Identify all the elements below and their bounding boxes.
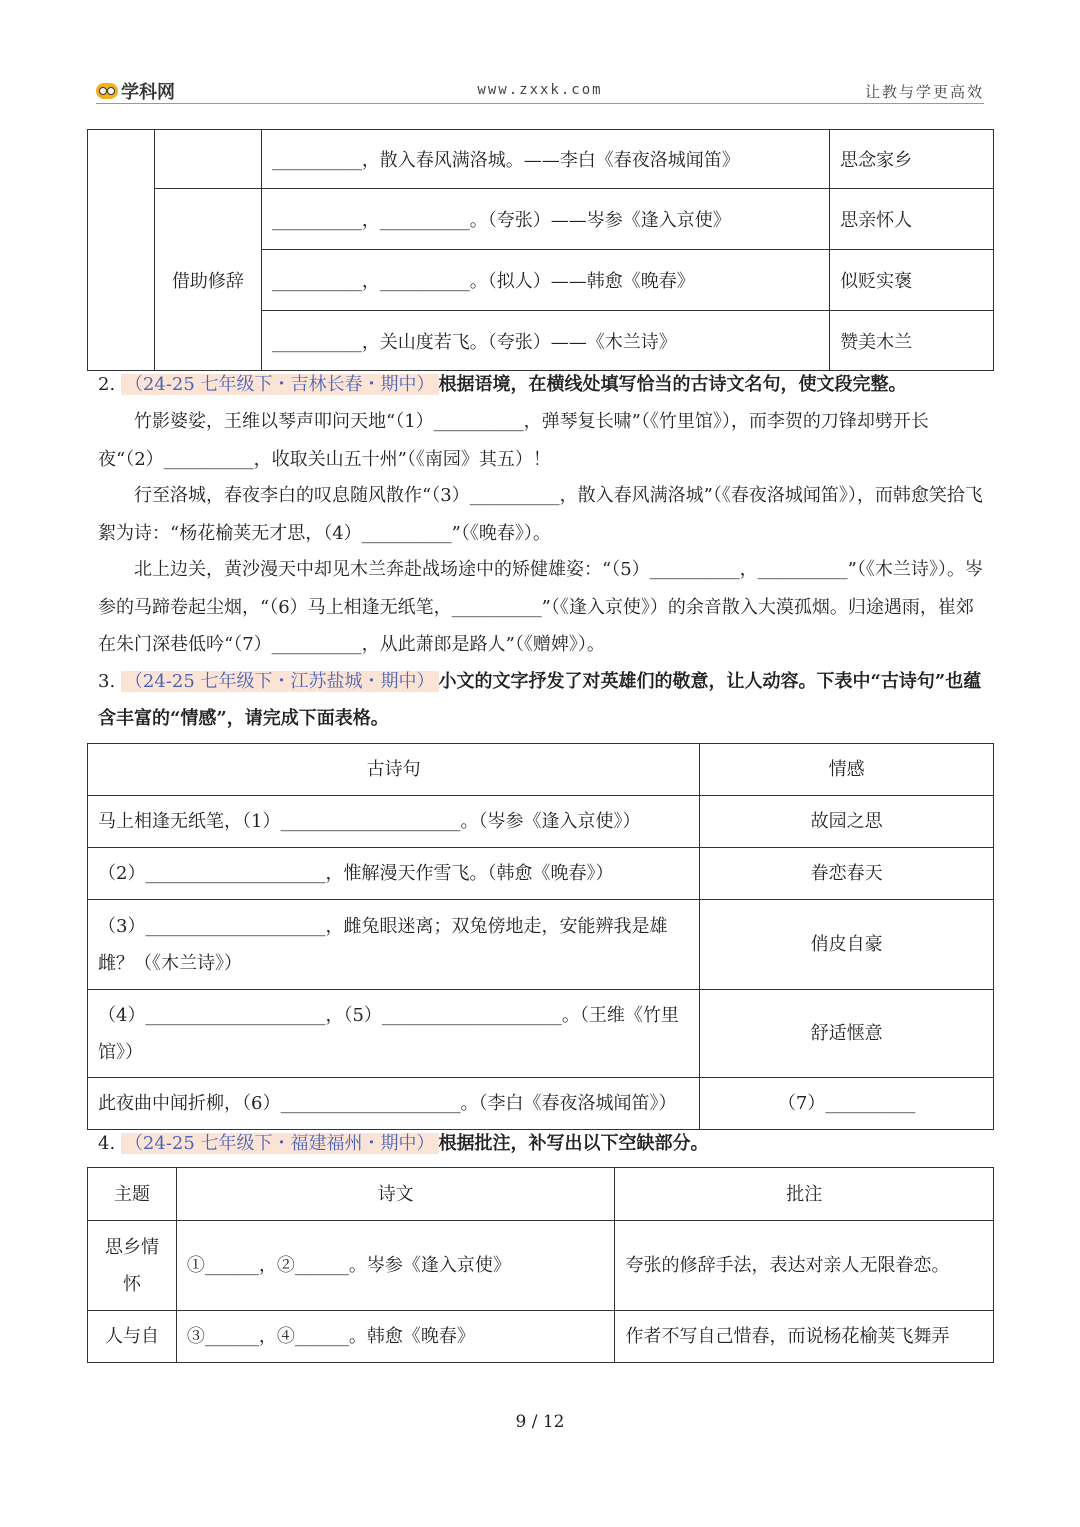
- table1-poem-cell: __________，__________。（夸张）——岑参《逢入京使》: [261, 189, 829, 250]
- poem-cell: 此夜曲中闻折柳，（6）____________________。（李白《春夜洛城闻笛》）: [88, 1078, 700, 1130]
- note-cell: 作者不写自己惜春，而说杨花榆荚飞舞弄: [615, 1311, 994, 1363]
- table1-continued: [87, 129, 994, 371]
- poem-cell: （2）____________________，惟解漫天作雪飞。（韩愈《晚春》）: [88, 848, 700, 900]
- table-row: [88, 796, 994, 848]
- column-header: 情感: [700, 744, 994, 796]
- poem-cell: ①______，②______。岑参《逢入京使》: [176, 1221, 615, 1311]
- question-2-heading: [98, 366, 984, 403]
- column-header: 主题: [88, 1168, 177, 1221]
- question-source-tag[interactable]: （24-25 七年级下・吉林长春・期中）: [121, 374, 439, 395]
- table-row: [88, 1311, 994, 1363]
- q2-paragraph-2: 行至洛城，春夜李白的叹息随风散作“（3）__________，散入春风满洛城”（《春夜洛城闻笛》），而韩愈笑拾飞絮为诗：“杨花榆荚无才思，（4）__________”（《晚春》）。: [98, 485, 983, 544]
- table-q3: [87, 743, 994, 1130]
- table-row: [88, 848, 994, 900]
- question-instruction: 根据语境，在横线处填写恰当的古诗文名句，使文段完整。: [438, 374, 907, 395]
- question-3-heading: [98, 663, 984, 737]
- q2-paragraph-3: 北上边关，黄沙漫天中却见木兰奔赴战场途中的矫健雄姿：“（5）__________，__________”（《木兰诗》）。岑参的马蹄卷起尘烟，“（6）马上相逢无纸笔，__________”（《逢入京使》）的余音散入大漠孤烟。归途遇雨，崔郊在朱门深巷低吟“（7）__________，从此萧郎是路人”（《赠婢》）。: [98, 559, 983, 655]
- emotion-cell: 舒适惬意: [700, 990, 994, 1078]
- question-instruction: 根据批注，补写出以下空缺部分。: [438, 1133, 709, 1154]
- table-row: [88, 1221, 994, 1311]
- table-row: [88, 900, 994, 990]
- table-row: [88, 1078, 994, 1130]
- table1-empty-category: [154, 130, 261, 189]
- question-number: 3.: [98, 671, 116, 692]
- table-q4: [87, 1167, 994, 1363]
- poem-cell: 马上相逢无纸笔，（1）____________________。（岑参《逢入京使》）: [88, 796, 700, 848]
- table1-emotion-cell: 赞美木兰: [830, 311, 994, 371]
- table1-poem-cell: __________，__________。（拟人）——韩愈《晚春》: [261, 250, 829, 311]
- logo-text: 学科网: [121, 82, 175, 103]
- table1-emotion-cell: 思念家乡: [830, 130, 994, 189]
- table-header-row: [88, 1168, 994, 1221]
- table-row: [88, 130, 994, 189]
- question-4-heading: [98, 1125, 984, 1162]
- page-header: [96, 74, 984, 104]
- table-row: [88, 189, 994, 250]
- table-row: [88, 990, 994, 1078]
- site-url[interactable]: www.zxxk.com: [477, 82, 603, 98]
- column-header: 诗文: [176, 1168, 615, 1221]
- table1-category-cell: 借助修辞: [154, 189, 261, 371]
- question-source-tag[interactable]: （24-25 七年级下・江苏盐城・期中）: [121, 671, 439, 692]
- q2-paragraph-1: 竹影婆娑，王维以琴声叩问天地“（1）__________，弹琴复长啸”（《竹里馆》），而李贺的刀锋却劈开长夜“（2）__________，收取关山五十州”（《南园》其五）！: [98, 411, 929, 470]
- question-number: 2.: [98, 374, 116, 395]
- theme-cell: 思乡情怀: [88, 1221, 177, 1311]
- table-header-row: [88, 744, 994, 796]
- table1-emotion-cell: 思亲怀人: [830, 189, 994, 250]
- header-divider: [96, 103, 984, 104]
- table1-emotion-cell: 似贬实褒: [830, 250, 994, 311]
- question-source-tag[interactable]: （24-25 七年级下・福建福州・期中）: [121, 1133, 439, 1154]
- page-number: 9 / 12: [515, 1412, 565, 1432]
- emotion-cell: 俏皮自豪: [700, 900, 994, 990]
- slogan: 让教与学更高效: [864, 83, 984, 101]
- question-instruction: 小文的文字抒发了对英雄们的敬意，让人动容。下表中“古诗句”也蕴含丰富的“情感”，请完成下面表格。: [98, 671, 982, 729]
- poem-cell: （3）____________________，雌兔眼迷离；双兔傍地走，安能辨我是雄雌？（《木兰诗》）: [88, 900, 700, 990]
- poem-cell: （4）____________________，（5）____________________。（王维《竹里馆》）: [88, 990, 700, 1078]
- theme-cell: 人与自: [88, 1311, 177, 1363]
- emotion-cell: 故园之思: [700, 796, 994, 848]
- poem-cell: ③______，④______。韩愈《晚春》: [176, 1311, 615, 1363]
- table1-empty-cell: [88, 130, 155, 371]
- emotion-cell: 眷恋春天: [700, 848, 994, 900]
- table1-poem-cell: __________，散入春风满洛城。——李白《春夜洛城闻笛》: [261, 130, 829, 189]
- note-cell: 夸张的修辞手法，表达对亲人无限眷恋。: [615, 1221, 994, 1311]
- question-number: 4.: [98, 1133, 116, 1154]
- emotion-cell: （7）__________: [700, 1078, 994, 1130]
- table1-poem-cell: __________，关山度若飞。（夸张）——《木兰诗》: [261, 311, 829, 371]
- column-header: 批注: [615, 1168, 994, 1221]
- column-header: 古诗句: [88, 744, 700, 796]
